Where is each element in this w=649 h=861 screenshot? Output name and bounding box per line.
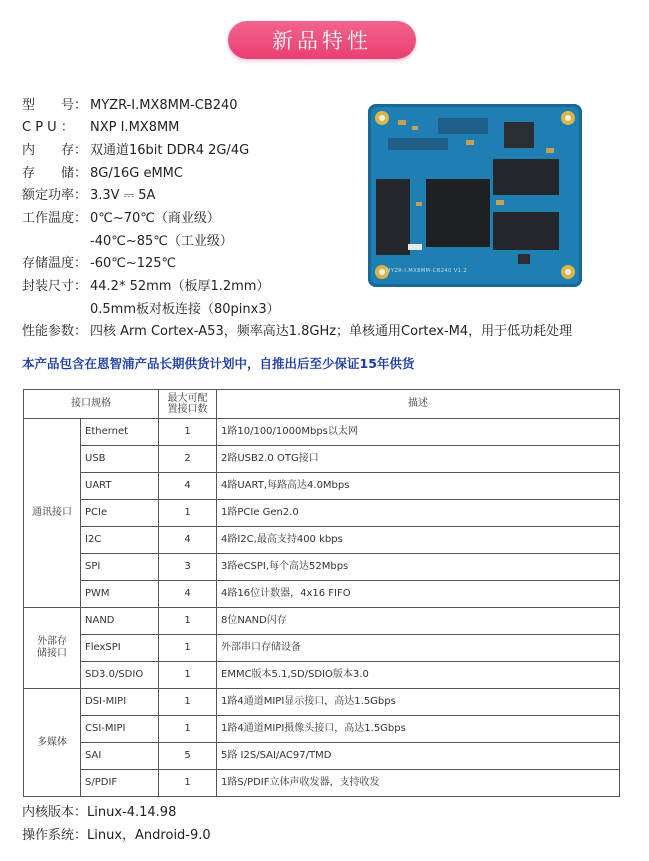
table-row: [24, 635, 620, 662]
interface-table: [23, 389, 620, 797]
spec-model: [22, 96, 238, 116]
table-row: [24, 446, 620, 473]
smd-component: [412, 126, 418, 130]
pmic-chip: [504, 122, 534, 148]
interface-name: Ethernet: [81, 419, 159, 446]
spec-label: 额定功率：: [22, 188, 88, 203]
spec-value: 双通道16bit DDR4 2G/4G: [90, 143, 250, 158]
interface-desc: 1路4通道MIPI摄像头接口，高达1.5Gbps: [217, 716, 620, 743]
interface-desc: EMMC版本5.1,SD/SDIO版本3.0: [217, 662, 620, 689]
spec-value: -40℃~85℃（工业级）: [90, 234, 233, 249]
table-header-row: [24, 390, 620, 419]
interface-name: DSI-MIPI: [81, 689, 159, 716]
spec-power: [22, 186, 155, 206]
interface-name: S/PDIF: [81, 770, 159, 797]
mounting-hole-center: [565, 115, 571, 121]
interface-desc: 4路I2C,最高支持400 kbps: [217, 527, 620, 554]
interface-count: 1: [159, 500, 217, 527]
mounting-hole-center: [379, 269, 385, 275]
spec-storage-temp: [22, 254, 176, 274]
smd-component: [546, 148, 554, 153]
interface-desc: 1路PCIe Gen2.0: [217, 500, 620, 527]
spec-value: -60℃~125℃: [90, 256, 177, 271]
interface-count: 4: [159, 473, 217, 500]
title-badge: [228, 21, 416, 59]
interface-desc: 8位NAND闪存: [217, 608, 620, 635]
spec-label: 封装尺寸：: [22, 279, 88, 294]
interface-count: 1: [159, 419, 217, 446]
interface-desc: 1路4通道MIPI显示接口，高达1.5Gbps: [217, 689, 620, 716]
interface-name: CSI-MIPI: [81, 716, 159, 743]
spec-label: 性能参数：: [22, 324, 88, 339]
connector-label: [408, 244, 422, 250]
kernel-label: 内核版本：: [22, 805, 88, 820]
kernel-value: Linux-4.14.98: [87, 805, 177, 820]
spec-label: C P U ：: [22, 120, 74, 135]
emmc-chip: [376, 179, 410, 255]
interface-count: 1: [159, 770, 217, 797]
header-spec: 接口规格: [24, 390, 159, 419]
table-row: [24, 770, 620, 797]
table-row: [24, 662, 620, 689]
interface-count: 1: [159, 608, 217, 635]
interface-name: FlexSPI: [81, 635, 159, 662]
spec-performance: [22, 322, 572, 342]
smd-component: [398, 120, 406, 125]
table-row: [24, 608, 620, 635]
board-image: [368, 104, 582, 287]
spec-value: 0℃~70℃（商业级）: [90, 211, 220, 226]
table-row: [24, 581, 620, 608]
interface-name: SPI: [81, 554, 159, 581]
os-value: Linux，Android-9.0: [87, 828, 211, 843]
interface-desc: 外部串口存储设备: [217, 635, 620, 662]
spec-storage: [22, 164, 183, 184]
interface-name: USB: [81, 446, 159, 473]
mounting-hole-center: [379, 115, 385, 121]
interface-count: 4: [159, 527, 217, 554]
table-row: [24, 743, 620, 770]
table-row: [24, 419, 620, 446]
spec-value: 44.2* 52mm（板厚1.2mm）: [90, 279, 270, 294]
board-silkscreen: MYZR-I.MX8MM-CB240 V1.2: [386, 268, 468, 274]
spec-value: 3.3V ⎓ 5A: [90, 188, 156, 203]
ddr-chip: [493, 159, 559, 195]
smd-component: [416, 202, 422, 206]
page-title: 新品特性: [272, 29, 372, 53]
interface-desc: 4路16位计数器，4x16 FIFO: [217, 581, 620, 608]
spec-label: 存储温度：: [22, 256, 88, 271]
spec-operating-temp: [22, 209, 220, 229]
interface-desc: 3路eCSPI,每个高达52Mbps: [217, 554, 620, 581]
category-multimedia: 多媒体: [24, 689, 81, 797]
smd-component: [466, 140, 474, 145]
operating-system: [22, 824, 211, 843]
supply-notice: 本产品包含在恩智浦产品长期供货计划中，自推出后至少保证15年供货: [22, 356, 415, 371]
table-row: [24, 554, 620, 581]
interface-count: 1: [159, 716, 217, 743]
spec-value: MYZR-I.MX8MM-CB240: [90, 98, 238, 113]
interface-name: PCIe: [81, 500, 159, 527]
spec-operating-temp-industrial: [90, 232, 233, 252]
interface-desc: 5路 I2S/SAI/AC97/TMD: [217, 743, 620, 770]
table-row: [24, 473, 620, 500]
spec-value: NXP I.MX8MM: [90, 120, 180, 135]
interface-desc: 2路USB2.0 OTG接口: [217, 446, 620, 473]
spec-value: 8G/16G eMMC: [90, 166, 183, 181]
interface-count: 1: [159, 662, 217, 689]
table-row: [24, 689, 620, 716]
spec-cpu: [22, 118, 179, 138]
os-label: 操作系统：: [22, 828, 88, 843]
table-row: [24, 527, 620, 554]
spec-label: 型 号：: [22, 98, 88, 113]
interface-desc: 1路10/100/1000Mbps以太网: [217, 419, 620, 446]
interface-name: PWM: [81, 581, 159, 608]
category-communication: 通讯接口: [24, 419, 81, 608]
smd-component: [496, 200, 504, 205]
spec-connector: [90, 300, 280, 320]
component-area: [388, 138, 448, 150]
header-description: 描述: [217, 390, 620, 419]
spec-value: 四核 Arm Cortex-A53，频率高达1.8GHz；单核通用Cortex-M4，用于低功耗处理: [90, 324, 573, 339]
table-row: [24, 500, 620, 527]
interface-count: 1: [159, 635, 217, 662]
small-chip: [518, 254, 530, 264]
category-external-storage: 外部存 储接口: [24, 608, 81, 689]
interface-desc: 4路UART,每路高达4.0Mbps: [217, 473, 620, 500]
cpu-chip: [426, 179, 490, 247]
interface-name: SD3.0/SDIO: [81, 662, 159, 689]
interface-name: NAND: [81, 608, 159, 635]
spec-memory: [22, 141, 249, 161]
spec-label: 存 储：: [22, 166, 88, 181]
interface-name: I2C: [81, 527, 159, 554]
interface-desc: 1路S/PDIF立体声收发器，支持收发: [217, 770, 620, 797]
interface-count: 4: [159, 581, 217, 608]
interface-count: 2: [159, 446, 217, 473]
component-area: [438, 118, 488, 134]
interface-count: 1: [159, 689, 217, 716]
spec-label: 内 存：: [22, 143, 88, 158]
spec-package-size: [22, 277, 269, 297]
interface-count: 5: [159, 743, 217, 770]
board-illustration: [368, 104, 582, 287]
table-row: [24, 716, 620, 743]
interface-count: 3: [159, 554, 217, 581]
interface-name: SAI: [81, 743, 159, 770]
spec-value: 0.5mm板对板连接（80pinx3）: [90, 302, 280, 317]
spec-label: 工作温度：: [22, 211, 88, 226]
mounting-hole-center: [565, 269, 571, 275]
interface-name: UART: [81, 473, 159, 500]
header-max-count: 最大可配 置接口数: [159, 390, 217, 419]
kernel-version: [22, 801, 176, 820]
ddr-chip: [493, 212, 559, 250]
